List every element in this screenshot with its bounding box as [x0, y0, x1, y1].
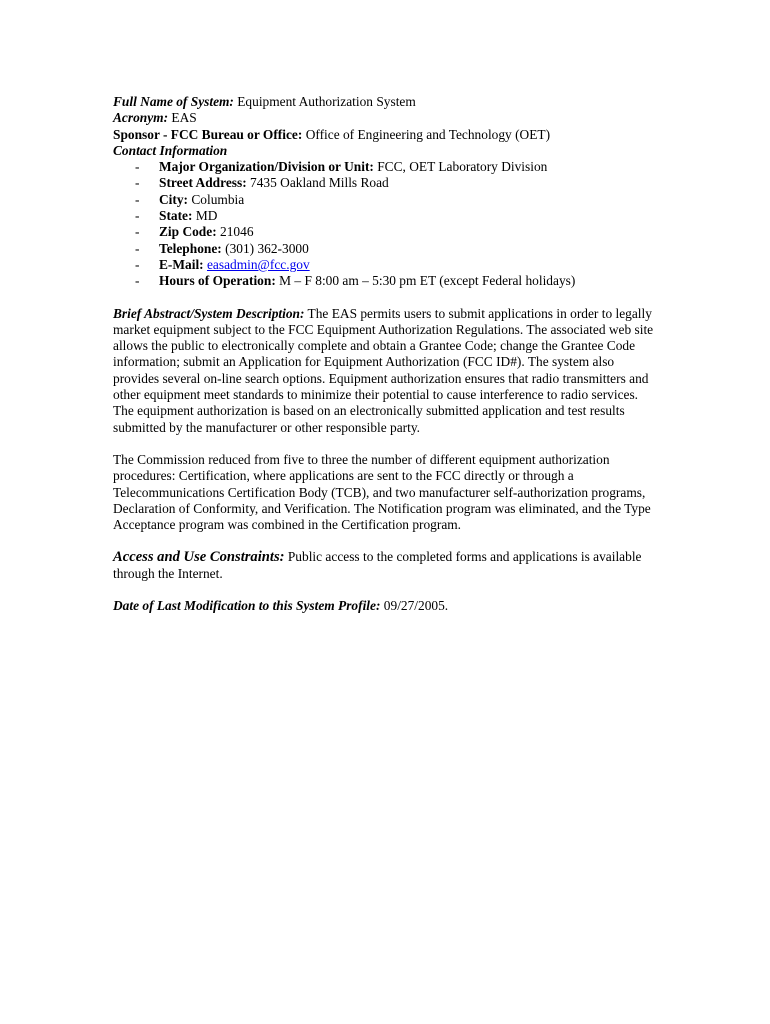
- sponsor-label: Sponsor - FCC Bureau or Office:: [113, 126, 303, 142]
- acronym-label: Acronym:: [113, 110, 169, 126]
- spacer: [113, 582, 658, 598]
- contact-heading: Contact Information: [113, 142, 228, 158]
- modification-paragraph: [113, 598, 658, 614]
- list-dash: -: [135, 159, 140, 175]
- sponsor-row: [113, 127, 658, 143]
- contact-item-value: MD: [195, 208, 218, 224]
- contact-item-zip: [113, 224, 658, 240]
- spacer: [113, 533, 658, 549]
- access-text: Public access to the completed forms and applications is available through the Internet.: [113, 549, 642, 581]
- commission-paragraph: [113, 452, 658, 533]
- contact-item-label: State:: [159, 208, 193, 224]
- contact-heading-row: [113, 143, 658, 159]
- modification-value: 09/27/2005.: [383, 598, 449, 614]
- full-name-label: Full Name of System:: [113, 94, 234, 109]
- abstract-text: The EAS permits users to submit applications in order to legally market equipment subject to the FCC Equipment Authorization Regulations. The associated web site allows the public to electronically complete and obtain a Grantee Code; change the Grantee Code information; submit an Application for Equipment Authorization (FCC ID#). The system also provides several on-line search options. Equipment authorization ensures that radio transmitters and other equipment meet standards to minimize their potential to cause interference to radio services. The equipment authorization is based on an electronically submitted application and test results submitted by the manufacturer or other responsible party.: [113, 305, 654, 435]
- abstract-paragraph: [113, 306, 658, 436]
- contact-item-label: Telephone:: [159, 240, 222, 256]
- contact-item-label: City:: [159, 191, 189, 207]
- contact-item-value: FCC, OET Laboratory Division: [377, 159, 548, 175]
- abstract-label: Brief Abstract/System Description:: [113, 305, 305, 321]
- sponsor-value: Office of Engineering and Technology (OET): [305, 126, 551, 142]
- list-dash: -: [135, 208, 140, 224]
- spacer: [113, 436, 658, 452]
- list-dash: -: [135, 273, 140, 289]
- list-dash: -: [135, 224, 140, 240]
- contact-item-value: Columbia: [191, 191, 245, 207]
- contact-item-label: Hours of Operation:: [159, 273, 276, 289]
- list-dash: -: [135, 240, 140, 256]
- access-paragraph: [113, 549, 658, 582]
- contact-item-state: [113, 208, 658, 224]
- contact-item-organization: [113, 159, 658, 175]
- list-dash: -: [135, 175, 140, 191]
- contact-item-email: [113, 257, 658, 273]
- full-name-row: [113, 94, 658, 110]
- contact-item-label: Major Organization/Division or Unit:: [159, 159, 374, 175]
- list-dash: -: [135, 191, 140, 207]
- modification-label: Date of Last Modification to this System Profile:: [113, 598, 381, 614]
- contact-item-hours: [113, 273, 658, 289]
- list-dash: -: [135, 256, 140, 272]
- contact-item-city: [113, 192, 658, 208]
- contact-item-street: [113, 175, 658, 191]
- contact-list: [113, 159, 658, 289]
- commission-text: The Commission reduced from five to three the number of different equipment authorization procedures: Certification, where applications are sent to the FCC directly or through a Telecommunications Certification Body (TCB), and two manufacturer self-authorization programs, Declaration of Conformity, and Verification. The Notification program was eliminated, and the Type Acceptance program was combined in the Certification program.: [113, 451, 651, 533]
- contact-item-value: M – F 8:00 am – 5:30 pm ET (except Federal holidays): [279, 273, 576, 289]
- email-link[interactable]: easadmin@fcc.gov: [206, 256, 310, 272]
- contact-item-telephone: [113, 241, 658, 257]
- contact-item-value: 21046: [220, 224, 254, 240]
- acronym-row: [113, 110, 658, 126]
- contact-item-label: Street Address:: [159, 175, 247, 191]
- contact-item-value: (301) 362-3000: [225, 240, 309, 256]
- access-label: Access and Use Constraints:: [113, 549, 285, 566]
- contact-item-label: Zip Code:: [159, 224, 217, 240]
- acronym-value: EAS: [171, 110, 197, 126]
- document-page: [113, 94, 658, 614]
- spacer: [113, 290, 658, 306]
- contact-item-value: 7435 Oakland Mills Road: [250, 175, 389, 191]
- contact-item-label: E-Mail:: [159, 256, 204, 272]
- full-name-value: Equipment Authorization System: [237, 94, 416, 109]
